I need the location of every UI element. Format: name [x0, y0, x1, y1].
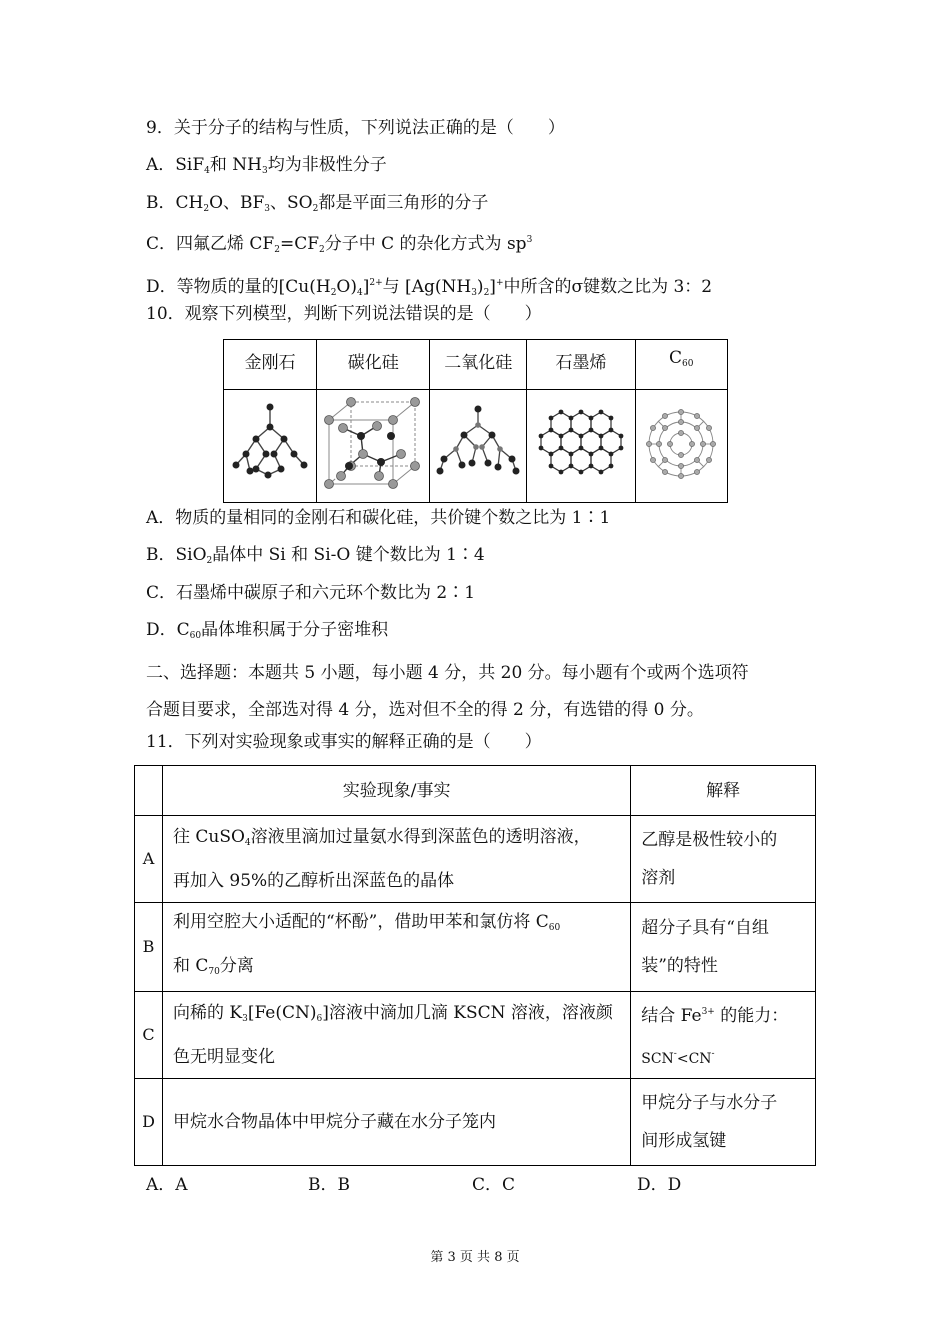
- table-row: [135, 992, 816, 1079]
- q9-stem: 9．关于分子的结构与性质，下列说法正确的是（ ）: [146, 118, 565, 138]
- fact-cell: 向稀的 $K_3[Fe(CN)_6]$溶液中滴加几滴 KSCN 溶液，溶液颜 色无明显变化: [162, 992, 630, 1079]
- header-silicon-dioxide: 二氧化硅: [430, 340, 527, 390]
- q11-option-b: B．B: [308, 1175, 350, 1195]
- header-silicon-carbide: 碳化硅: [317, 340, 430, 390]
- row-label: D: [135, 1079, 163, 1166]
- q9-option-a: A．SiF$_4$和 $NH_3$均为非极性分子: [146, 155, 387, 176]
- header-graphene: 石墨烯: [527, 340, 635, 390]
- table-row: [135, 903, 816, 992]
- q10-option-c: C．石墨烯中碳原子和六元环个数比为 2∶1: [146, 583, 476, 603]
- q9-option-b: B．$CH_2O$、$BF_3$、$SO_2$都是平面三角形的分子: [146, 193, 489, 214]
- q11-option-d: D．D: [637, 1175, 682, 1195]
- explanation-cell: 甲烷分子与水分子 间形成氢键: [631, 1079, 816, 1166]
- c60-model-image: [635, 390, 727, 503]
- q10-option-a: A．物质的量相同的金刚石和碳化硅，共价键个数之比为 1∶1: [146, 508, 611, 528]
- header-c60: $C_{60}$: [635, 340, 727, 390]
- q11-option-c: C．C: [472, 1175, 516, 1195]
- row-label: C: [135, 992, 163, 1079]
- diamond-model-image: [224, 390, 317, 503]
- q11-stem: 11．下列对实验现象或事实的解释正确的是（ ）: [146, 732, 542, 752]
- section2-instruction-line1: 二、选择题：本题共 5 小题，每小题 4 分，共 20 分。每小题有个或两个选项符: [146, 663, 749, 683]
- explanation-cell: 乙醇是极性较小的 溶剂: [631, 816, 816, 903]
- q11-header-explanation: 解释: [631, 766, 816, 816]
- page-footer: 第 3 页 共 8 页: [430, 1250, 520, 1265]
- q11-option-a: A．A: [146, 1175, 188, 1195]
- explanation-cell: 超分子具有“自组 装”的特性: [631, 903, 816, 992]
- silicon-dioxide-model-image: [430, 390, 527, 503]
- row-label: B: [135, 903, 163, 992]
- table-row: [135, 1079, 816, 1166]
- section2-instruction-line2: 合题目要求，全部选对得 4 分，选对但不全的得 2 分，有选错的得 0 分。: [146, 700, 704, 720]
- fact-cell: 利用空腔大小适配的“杯酚”，借助甲苯和氯仿将 $C_{60}$ 和 $C_{70}$分离: [162, 903, 630, 992]
- row-label: A: [135, 816, 163, 903]
- table-row: [135, 816, 816, 903]
- q11-table: [134, 765, 816, 1166]
- q10-option-b: B．SiO$_2$晶体中 Si 和 Si-O 键个数比为 1∶4: [146, 545, 485, 566]
- fact-cell: 往 CuSO$_4$溶液里滴加过量氨水得到深蓝色的透明溶液， 再加入 95%的乙醇析出深蓝色的晶体: [162, 816, 630, 903]
- q11-corner-cell: [135, 766, 163, 816]
- explanation-cell: 结合 $Fe^{3+}$ 的能力： SCN-<CN-: [631, 992, 816, 1079]
- q10-option-d: D．$C_{60}$晶体堆积属于分子密堆积: [146, 620, 389, 641]
- graphene-model-image: [527, 390, 635, 503]
- q11-header-fact: 实验现象/事实: [162, 766, 630, 816]
- header-diamond: 金刚石: [224, 340, 317, 390]
- q9-option-d: D．等物质的量的$[Cu(H_2O)_4]^{2+}$与 $[Ag(NH_3)_2]^+$中所含的σ键数之比为 3：2: [146, 277, 713, 298]
- crystal-model-table: [223, 339, 728, 503]
- q9-option-c: C．四氟乙烯 $CF_2=CF_2$分子中 C 的杂化方式为 $sp^3$: [146, 234, 533, 255]
- silicon-carbide-model-image: [317, 390, 430, 503]
- fact-cell: 甲烷水合物晶体中甲烷分子藏在水分子笼内: [162, 1079, 630, 1166]
- q10-stem: 10．观察下列模型，判断下列说法错误的是（ ）: [146, 304, 542, 324]
